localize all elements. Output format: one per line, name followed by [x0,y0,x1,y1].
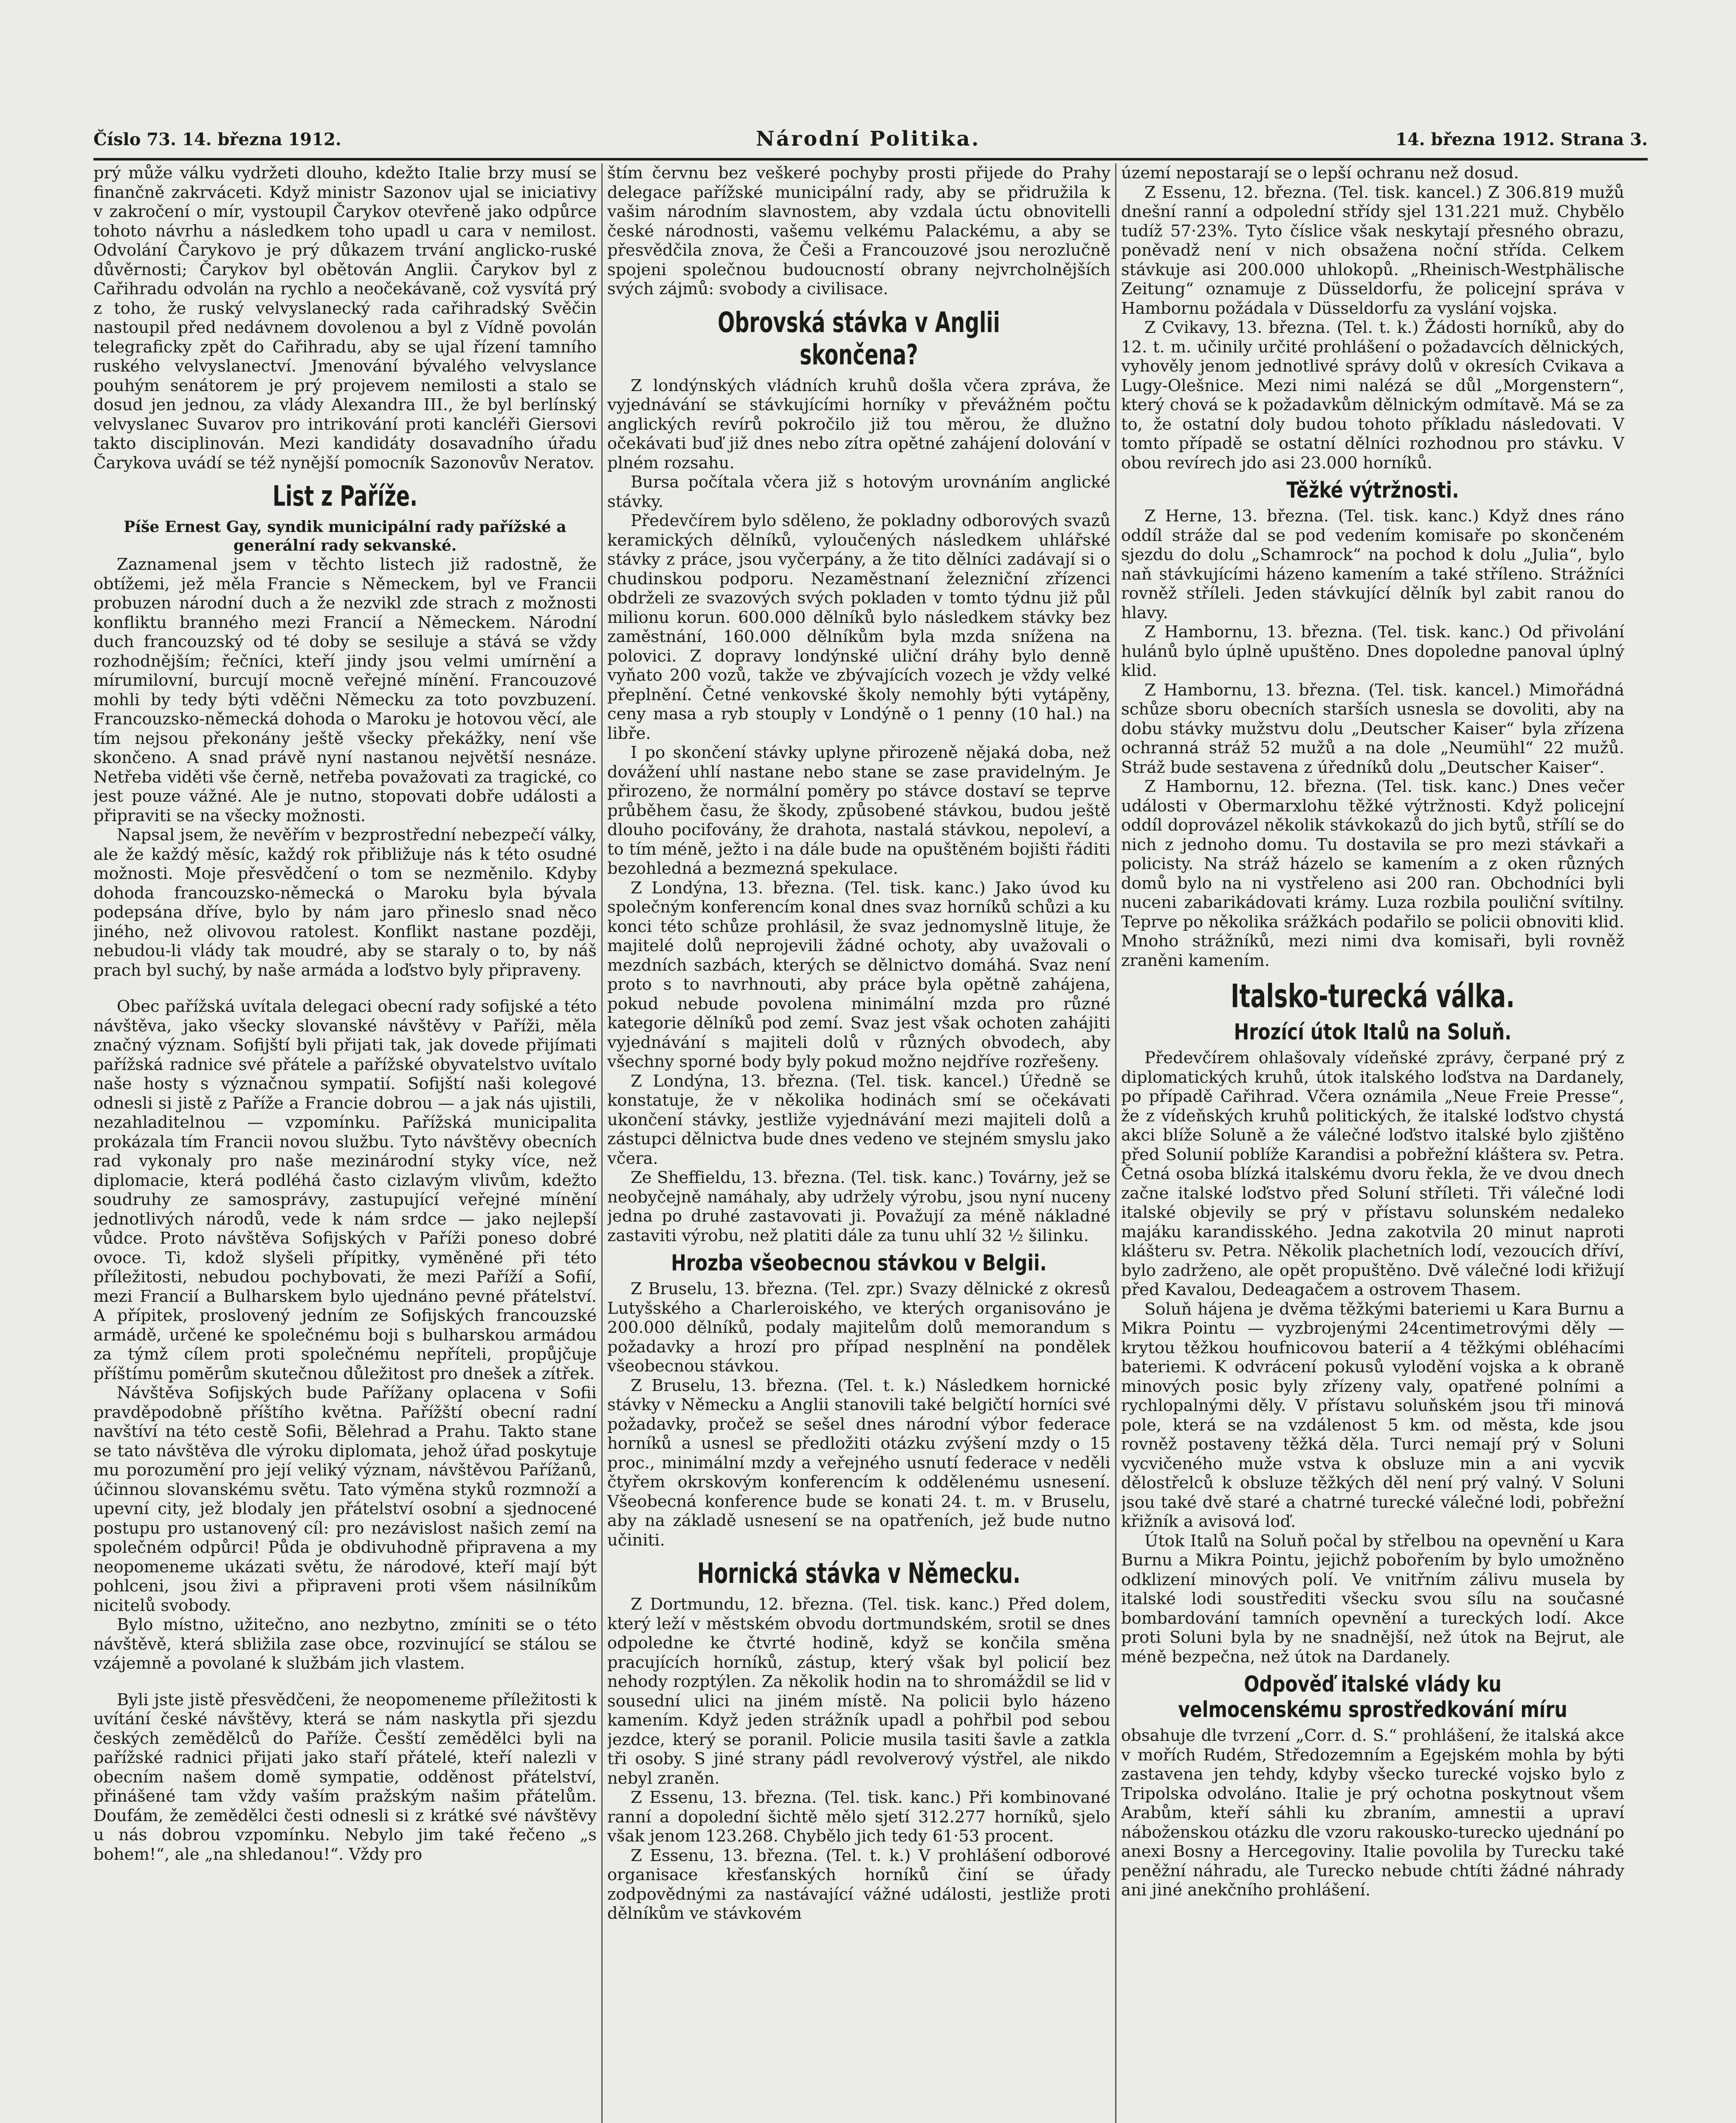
header-masthead: Národní Politika. [756,127,981,151]
article-paragraph: Z Bruselu, 13. března. (Tel. zpr.) Svazy dělnické z okresů Lutyšského a Charleroiského, ve kterých organisováno je 200.000 dělníků, podaly majitelům dolů memorandum s požadavky a hrozí pro případ nesplnění na pondělek všeobecnou stávkou. [607,1279,1110,1376]
article-heading-nemecko: Hornická stávka v Německu. [697,1557,1021,1590]
article-paragraph: Z Hambornu, 13. března. (Tel. tisk. kanc.) Od přivolání hulánů bylo úplně upuštěno. Dnes dopoledne panoval úplný klid. [1121,622,1624,680]
article-heading-italsko-turecka-valka: Italsko-turecká válka. [1231,977,1515,1015]
article-paragraph: Z Essenu, 12. března. (Tel. tisk. kancel.) Z 306.819 mužů dnešní ranní a odpolední střídy sjel 131.221 muž. Chybělo tudíž 57·23%. Tyto číslice však neskytají přesného obrazu, poněvadž není v nich obsažena noční střída. Celkem stávkuje asi 200.000 uhlokopů. „Rheinisch-Westphälische Zeitung“ oznamuje z Düsseldorfu, že policejní správa v Hambornu požádala v Düsseldorfu za vyslání vojska. [1121,183,1624,318]
column-divider-2 [1115,163,1116,2123]
article-paragraph: Byli jste jistě přesvědčeni, že neopomeneme příležitosti k uvítání české návštěvy, která se nám naskytla při sjezdu českých zemědělců do Paříže. Česští zemědělci byli na pařížské radnici přijati jako staří přátelé, kteří nalezli v obecním našem domě sympatie, odděnost přátelství, přinášené tam vždy vaším pražským našim přátelům. Doufám, že zemědělci česti odnesli si z krátké své návštěvy u nás dobrou vzpomínku. Nebylo jim také řečeno „s bohem!“, ale „na shledanou!“. Vždy pro [93,1690,597,1864]
article-heading-belgie: Hrozba všeobecnou stávkou v Belgii. [671,1250,1047,1276]
article-paragraph: Z Essenu, 13. března. (Tel. t. k.) V prohlášení odborové organisace křesťanských horníků činí se úřady zodpovědnými za nastávající vážné události, jestliže proti dělníkům ve stávkovém [607,1846,1110,1923]
header-rule [93,158,1648,160]
article-paragraph: Z Hambornu, 12. března. (Tel. tisk. kanc.) Dnes večer události v Obermarxlohu těžké výtržnosti. Když policejní oddíl doprovázel několik stávkokazů do jich bytů, střílí se do nich z jednoho domu. Tu dostavila se pro mezi stávkaři a policisty. Na stráž házelo se kamením a z oken různých domů bylo na ni vystřeleno asi 200 ran. Obchodníci byli nuceni zabarikádovati krámy. Luza rozbila pouliční svítilny. Teprve po několika srážkách podařilo se policii obnoviti klid. Mnoho strážníků, mezi nimi dva komisaři, byli rovněž zraněni kamením. [1121,777,1624,970]
article-paragraph: Zaznamenal jsem v těchto listech již radostně, že obtížemi, jež měla Francie s Německem, byl ve Francii probuzen národní duch a že nezvikl zde strach z možnosti konfliktu branného mezi Francií a Německem. Národní duch francouzský od té doby se sesiluje a stává se vždy rozhodnějším; řečníci, kteří jindy jsou velmi umírnění a mírumilovní, burcují mocně veřejné mínění. Francouzové mohli by tedy býti vděčni Německu za toto povzbuzení. Francouzsko-německá dohoda o Maroku je hotovou věcí, ale tím nejsou překonány ještě všecky překážky, není vše skončeno. A snad právě nyní nastanou největší nesnáze. Netřeba viděti vše černě, netřeba považovati za tragické, co jest pouze vážné. Ale je nutno, stopovati dobře události a připraviti se na všecky možnosti. [93,555,597,825]
article-heading-list-z-parize: List z Paříže. [272,480,418,512]
article-paragraph: Z Londýna, 13. března. (Tel. tisk. kanc.) Jako úvod ku společným konferencím konal dnes svaz horníků schůzi a ku konci této schůze prohlásil, že svaz jednomyslně lituje, že majitelé dolů neprojevili žádné ochoty, aby uvažovali o mezdních sazbách, kterých se dělnictvo domáhá. Svaz není proto s to navrhnouti, aby práce byla opětně zahájena, pokud nebude povolena minimální mzda pro různé kategorie dělníků pod zemí. Svaz jest však ochoten zahájiti vyjednávání s majiteli dolů v různých obvodech, aby všechny sporné body byly pokud možno nejdříve rozřešeny. [607,878,1110,1071]
article-subheading-solun: Hrozící útok Italů na Soluň. [1234,1019,1512,1045]
article-heading-tezke-vytrznosti: Těžké výtržnosti. [1286,478,1459,503]
article-paragraph: Z Cvikavy, 13. března. (Tel. t. k.) Žádosti horníků, aby do 12. t. m. učinily určité prohlášení o požadavcích dělnických, vyhověly jenom jednotlivé správy dolů v okresích Cvikava a Lugy-Olešnice. Mezi nimi nalézá se důl „Morgenstern“, který chová se k požadavkům dělnickým odmítavě. Má se za to, že ostatní doly budou tohoto příkladu následovati. V tomto případě se ostatní dělníci rozhodnou pro stávku. V obou revírech jdo asi 23.000 horníků. [1121,318,1624,473]
column-2 [607,163,1110,2123]
article-paragraph: Z Herne, 13. března. (Tel. tisk. kanc.) Když dnes ráno oddíl stráže dal se pod vedením komisaře po skončeném sjezdu do dolu „Schamrock“ na pochod k dolu „Julia“, bylo naň stávkujícími házeno kamením a také stříleno. Strážníci rovněž stříleli. Jeden stávkující dělník byl zabit ranou do hlavy. [1121,507,1624,622]
article-paragraph: Z Hambornu, 13. března. (Tel. tisk. kancel.) Mimořádná schůze sboru obecních starších usnesla se dovoliti, aby na dobu stávky mužstvu dolu „Deutscher Kaiser“ byla zřízena ochranná stráž 52 mužů a na dole „Neumühl“ 22 mužů. Stráž bude sestavena z úředníků dolu „Deutscher Kaiser“. [1121,680,1624,777]
article-paragraph: Z Dortmundu, 12. března. (Tel. tisk. kanc.) Před dolem, který leží v městském obvodu dortmundském, srotil se dnes odpoledne ke čtvrté hodině, když se končila směna pracujících horníků, zástup, který však byl policií bez nehody rozptýlen. Za několik hodin na to shromáždil se lid v sousední ulici na jiném místě. Na policii bylo házeno kamením. Když jeden strážník upadl a pohřbil pod sebou jezdce, který se poranil. Policie musila tasiti šavle a zatkla tři osoby. S jiné strany pádl revolverový výstřel, ale nikdo nebyl zraněn. [607,1595,1110,1788]
article-paragraph: Soluň hájena je dvěma těžkými bateriemi u Kara Burnu a Mikra Pointu — vyzbrojenými 24centimetrovými děly — krytou těžkou houfnicovou baterií a 4 těžkými obléhacími bateriemi. K odvrácení pokusů vylodění vojska a k obraně minových posic byly zřízeny valy, opatřené polními a rychlopalnými děly. V přístavu soluňském jsou tři minová pole, která se na vzdálenost 5 km. od města, kde jsou rovněž postaveny těžká děla. Turci nemají prý v Soluni vycvičeného muže vstva k obsluze min a ani vycvik dělostřelců k obsluze těžkých děl není prý valný. V Soluni jsou také dvě staré a chatrné turecké válečné lodi, pobřežní křižník a avisová loď. [1121,1299,1624,1531]
article-paragraph: Z Londýna, 13. března. (Tel. tisk. kancel.) Úředně se konstatuje, že v několika hodinách smí se očekávati ukončení stávky, jestliže vyjednávání mezi majiteli dolů a zástupci dělnictva bude dnes vedeno ve stejném smyslu jako včera. [607,1071,1110,1168]
article-paragraph: obsahuje dle tvrzení „Corr. d. S.“ prohlášení, že italská akce v mořích Rudém, Středozemním a Egejském mohla by býti zastavena jen tehdy, kdyby všecko turecké vojsko bylo z Tripolska odvoláno. Italie je prý ochotna poskytnout všem Arabům, kteří sáhli ku zbraním, amnestii a upraví náboženskou otázku dle vzoru rakousko-turecko ujednání po anexi Bosny a Hercegoviny. Italie povolila by Turecku také peněžní náhradu, ale Turecko nebude chtíti žádné náhrady ani jiné anekčního prohlášení. [1121,1726,1624,1900]
article-paragraph: Napsal jsem, že nevěřím v bezprostřední nebezpečí války, ale že každý měsíc, každý rok přibližuje nás k této osudné možnosti. Moje přesvědčení o tom se nezměnilo. Kdyby dohoda francouzsko-německá o Maroku byla bývala podepsána dříve, bylo by nám jaro přineslo snad něco jiného, než olivovou ratolest. Konflikt nastane později, nebudou-li vlády tak moudré, aby se staraly o to, by náš prach byl suchý, by naše armáda a loďstvo byly připraveny. [93,825,597,980]
article-paragraph: Z londýnských vládních kruhů došla včera zpráva, že vyjednávání se stávkujícími horníky v převážném počtu anglických revírů pokročilo již tou měrou, že dlužno očekávati buď již dnes nebo zítra opětné zahájení dolování v plném rozsahu. [607,376,1110,473]
article-paragraph: území nepostarají se o lepší ochranu než dosud. [1121,163,1519,183]
article-paragraph: Předevčírem bylo sděleno, že pokladny odborových svazů keramických dělníků, vyloučených následkem uhlářské stávky z práce, jsou vyčerpány, a že tito dělníci zadávají si o chudinskou podporu. Nezaměstnaní železniční zřízenci obdrželi ze svazových svých pokladen v tomto týdnu již půl milionu korun. 600.000 dělníků bylo následkem stávky bez zaměstnání, 160.000 dělníkům byla mzda snížena na polovici. Z dopravy londýnské uliční dráhy bylo denně vyňato 200 vozů, takže ve zbývajících vozech je vždy velké přeplnění. Četné venkovské školy nemohly býti vytápěny, ceny masa a ryb stouply v Londýně o 1 penny (10 hal.) na libře. [607,511,1110,743]
article-byline: Píše Ernest Gay, syndik municipální rady pařížské a generální rady sekvanské. [124,518,566,555]
article-paragraph: Z Bruselu, 13. března. (Tel. t. k.) Následkem hornické stávky v Německu a Anglii stanovili také belgičtí horníci své požadavky, pročež se sešel dnes národní výbor federace horníků a usnesl se předložiti otázku zvýšení mzdy o 15 proc., minimální mzdy a veřejného usnutí federace v neděli čtyřem okrskovým konferencím k oddělenému usnesení. Všeobecná konference bude se konati 24. t. m. v Bruselu, aby na základě usnesení se na opatřeních, jež bude nutno učiniti. [607,1376,1110,1550]
article-heading-stavka-anglie: Obrovská stávka v Anglii skončena? [718,306,1000,371]
article-paragraph: Útok Italů na Soluň počal by střelbou na opevnění u Kara Burnu a Mikra Pointu, jejichž pobořením by bylo umožněno odklizení minových polí. Ve vnitřním zálivu musela by italské lodi soustřediti všecku svou sílu na současné bombardování tamních opevnění a tureckých lodí. Akce proti Soluni byla by ne snadnější, než útok na Bejrut, ale méně bezpečna, než útok na Dardanely. [1121,1531,1624,1667]
article-heading-odpoved-italske-vlady: Odpověď italské vlády ku velmocenskému sprostředkování míru [1178,1672,1567,1723]
article-paragraph: štím červnu bez veškeré pochyby prosti přijede do Prahy delegace pařížské municipální rady, aby se přidružila k vašim národním slavnostem, aby vzdala úctu obnovitelli české národnosti, vašemu velkému Palackému, a aby se přesvědčila znova, že Češi a Francouzové jsou nerozlučně spojeni společnou budoucností obrany nejvrcholnějších svých zájmů: svobody a civilisace. [607,163,1110,298]
article-paragraph: Z Essenu, 13. března. (Tel. tisk. kanc.) Při kombinované ranní a dopolední šichtě mělo sjetí 312.277 horníků, sjelo však jenom 123.268. Chybělo jich tedy 61·53 procent. [607,1788,1110,1846]
article-paragraph: Ze Sheffieldu, 13. března. (Tel. tisk. kanc.) Továrny, jež se neobyčejně namáhaly, aby udržely výrobu, jsou nyní nuceny jedna po druhé zastavovati ji. Považují za méně nákladné zastaviti výrobu, než platiti dále za tunu uhlí 32 ½ šilinku. [607,1168,1110,1245]
article-paragraph: Předevčírem ohlašovaly vídeňské zprávy, čerpané prý z diplomatických kruhů, útok italského loďstva na Dardanely, po případě Cařihrad. Včera oznámila „Neue Freie Presse“, že z vídeňských kruhů politických, že italské loďstvo chystá akci blíže Soluně a že válečné loďstvo italské bylo zjištěno před Solunií poblíže Karandisi a pobřežní kláštera sv. Petra. Četná osoba blízká italskému dvoru řekla, že ve dvou dnech začne italské loďstvo před Soluní stříleti. Tři válečné lodi italské objevily se prý v přístavu solunském nedaleko majáku karandisského. Jedna zakotvila 20 minut naproti klášteru sv. Petra. Několik plachetních lodí, vezoucích dříví, bylo zadrženo, ale opět propuštěno. Dvě válečné lodi křižují před Kavalou, Dedeagačem a ostrovem Thasem. [1121,1048,1624,1299]
article-paragraph: Bylo místno, užitečno, ano nezbytno, zmíniti se o této návštěvě, která sbližila zase obce, rozvinující se stálou se vzájemně a povolané k službám jich vlastem. [93,1615,597,1673]
article-paragraph: prý může válku vydržeti dlouho, kdežto Italie brzy musí se finančně zakrváceti. Když ministr Sazonov ujal se iniciativy v zakročení o mír, vystoupil Čarykov otevřeně jako odpůrce tohoto návrhu a následkem toho upadl u cara v nemilost. Odvolání Čarykovo je prý důkazem trvání anglicko-ruské důvěrnosti; Čarykov byl obětován Anglii. Čarykov byl z Cařihradu odvolán na rychlo a neočekávaně, což vysvítá prý z toho, že ruský velvyslanecký rada cařihradský Svěčin nastoupil před nedávnem dovolenou a byl z Vídně povolán telegraficky zpět do Cařihradu, aby se ujal řízení tamního ruského velvyslanectví. Jmenování bývalého velvyslance pouhým senátorem je prý projevem nemilosti a stalo se dosud jen jednou, za vlády Alexandra III., že byl berlínský velvyslanec Suvarov pro intrikování proti kancléři Giersovi takto disciplinován. Mezi kandidáty dosavadního úřadu Čarykova uvádí se též nynější pomocník Sazonovův Neratov. [93,163,597,473]
article-paragraph: Bursa počítala včera již s hotovým urovnáním anglické stávky. [607,473,1110,511]
article-paragraph: Návštěva Sofijských bude Pařížany oplacena v Sofii pravděpodobně příštího května. Pařížští obecní radní navštíví na této cestě Sofii, Bělehrad a Prahu. Takto stane se tato návštěva dle výroku diplomata, jehož úřad poskytuje mu porozumění pro její veliký význam, návštěvou Pařížanů, účinnou slovanskému světu. Tato výměna styků rozmnoží a upevní city, jež blodaly jen přátelství osobní a sjednocené postupu pro ustanovený cíl: pro nezávislost našich zemí na společném odpůrci! Půda je obdivuhodně připravena a my neopomeneme ukázati světu, že národové, kteří mají být pohlceni, jsou živi a připraveni proti všem násilníkům nicitelů svobody. [93,1383,597,1615]
article-paragraph: Obec pařížská uvítala delegaci obecní rady sofijské a této návštěva, jako všecky slovanské návštěvy v Paříži, měla značný význam. Sofijští byli přijati tak, jak dovede přijímati pařížská radnice své přátele a pařížské obyvatelstvo uvítalo naše hosty s význačnou sympatií. Sofijští naši kolegové odnesli si jistě z Paříže a Francie dobrou — a jak nás ujistili, nezahladitelnou — vzpomínku. Pařížská municipalita prokázala tím Francii novou službu. Tyto návštěvy obecních rad vykonaly pro naše mezinárodní styky více, než diplomacie, která podléhá často cizlavým vlivům, kdežto soudruhy ze samosprávy, zastupující veřejné mínění jednotlivých národů, vede k nám srdce — jako nejlepší vůdce. Proto návštěva Sofijských v Paříži poneso dobré ovoce. Ti, kdož slyšeli přípitky, vyměněné při této příležitosti, nebudou pochybovati, že mezi Paříží a Sofií, mezi Francií a Bulharskem bylo ujednáno pevné přátelství. A přípitek, proslovený jedním ze Sofijských francouzské armádě, určené ke společnému boji s bulharskou armádou za týmž cílem proti společnému nepříteli, propůjčuje příštímu pomĕrům skutečnou důležitost pro dnešek a zítřek. [93,997,597,1383]
page-header [93,127,1648,155]
column-1 [93,163,597,2123]
header-issue-date: Číslo 73. 14. března 1912. [93,130,341,149]
column-divider-1 [601,163,603,2123]
column-3 [1121,163,1624,2123]
article-paragraph: I po skončení stávky uplyne přirozeně nějaká doba, než dovážení uhlí nastane nebo stane se zase pravidelným. Je přirozeno, že normální poměry po stávce dostaví se teprve průběhem času, že škody, způsobené stávkou, budou ještě dlouho pocifovány, že drahota, nastalá stávkou, nepoleví, a to tím méně, ježto i na dále bude na opuštěném bojišti řáditi bezohledná a bezmezná spekulace. [607,743,1110,878]
header-page-number: 14. března 1912. Strana 3. [1395,130,1648,149]
